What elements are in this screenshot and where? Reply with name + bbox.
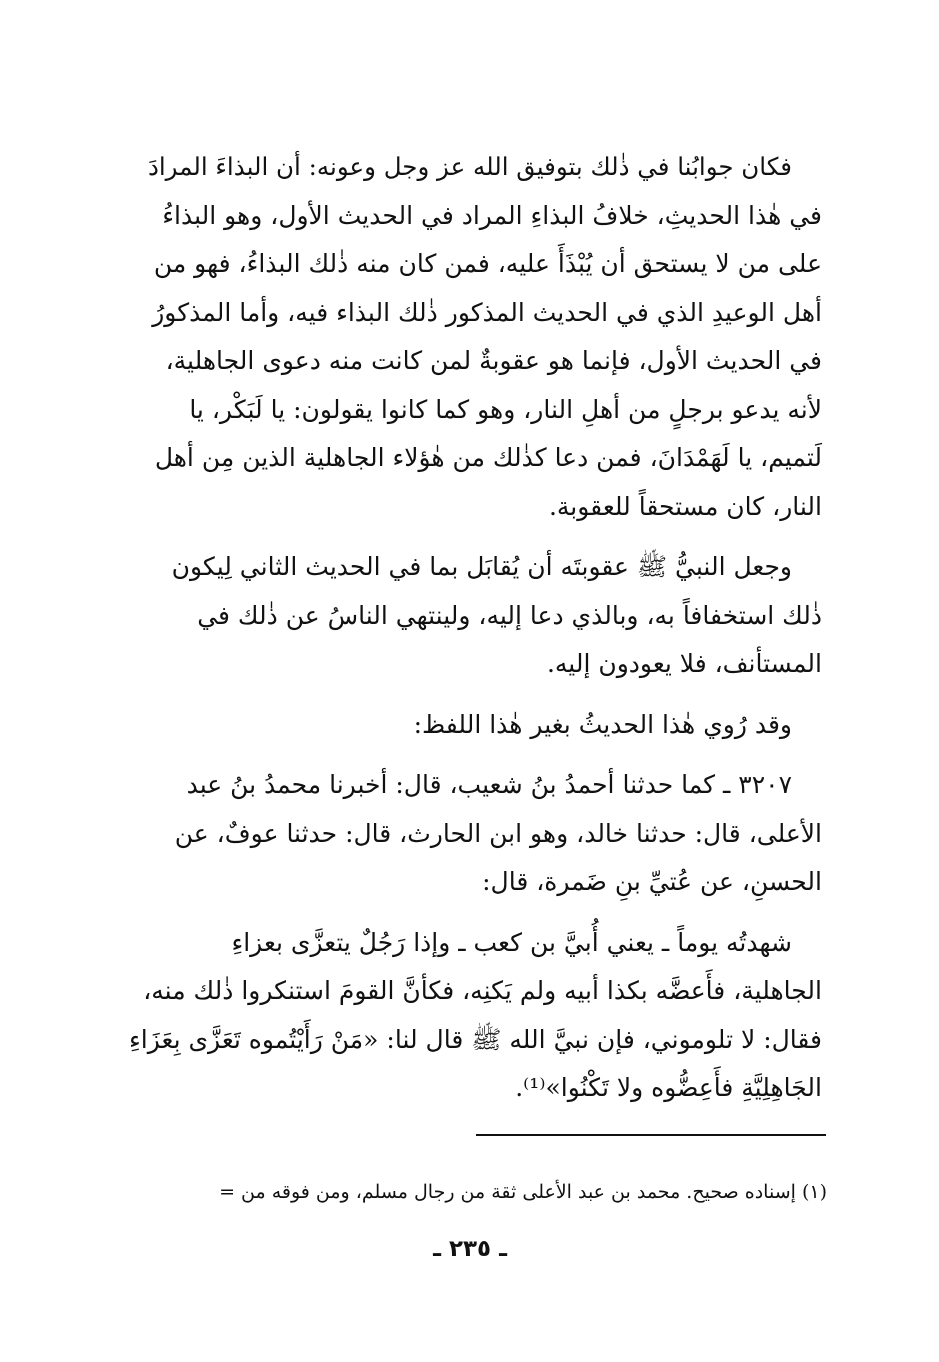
page-body [117,143,822,1125]
text-line: الجاهلية، فأَعضَّه بكذا أبيه ولم يَكنِه، فكأنَّ القومَ استنكروا ذٰلك منه، [143,976,822,1005]
footnote-separator [476,1134,826,1136]
hadith-matn-paragraph [117,919,822,1113]
text-line: على من لا يستحق أن يُبْذَأَ عليه، فمن كان منه ذٰلك البذاءُ، فهو من [153,249,822,278]
footnote: (١) إسناده صحيح. محمد بن عبد الأعلى ثقة من رجال مسلم، ومن فوقه من = [219,1181,827,1203]
paragraph-2 [117,543,822,689]
text-line: لأنه يدعو برجلٍ من أهلِ النار، وهو كما كانوا يقولون: يا لَبَكْر، يا [189,394,822,424]
page-number: ـ ٢٣٥ ـ [433,1236,507,1262]
hadith-isnad-paragraph [117,761,822,907]
text-line: في الحديث الأول، فإنما هو عقوبةٌ لمن كانت منه دعوى الجاهلية، [165,346,822,375]
paragraph-3 [117,701,822,750]
text-line: الجَاهِلِيَّةِ فأَعِضُّوه ولا تَكْنُوا»⁽¹⁾. [515,1073,822,1102]
text-line: المستأنف، فلا يعودون إليه. [546,649,822,678]
text-line: الأعلى، قال: حدثنا خالد، وهو ابن الحارث، قال: حدثنا عوفٌ، عن [174,818,822,848]
text-line: في هٰذا الحديثِ، خلافُ البذاءِ المراد في الحديث الأول، وهو البذاءُ [162,200,822,230]
text-line: فقال: لا تلوموني، فإن نبيَّ الله ﷺ قال لنا: «مَنْ رَأَيْتُموه تَعَزَّى بِعَزَاءِ [129,1024,822,1054]
text-line: أهل الوعيدِ الذي في الحديث المذكور ذٰلك البذاء فيه، وأما المذكورُ [152,297,822,327]
text-line: وقد رُوي هٰذا الحديثُ بغير هٰذا اللفظ: [413,709,792,739]
text-line: ذٰلك استخفافاً به، وبالذي دعا إليه، ولينتهي الناسُ عن ذٰلك في [197,600,822,630]
text-line: شهدتُه يوماً ـ يعني أُبيَّ بن كعب ـ وإذا رَجُلٌ يتعزَّى بعزاءِ [231,927,792,957]
text-line: ٣٢٠٧ ـ كما حدثنا أحمدُ بنُ شعيب، قال: أخبرنا محمدُ بنُ عبد [186,770,792,799]
text-line: فكان جوابُنا في ذٰلك بتوفيق الله عز وجل وعونه: أن البذاءَ المرادَ [147,152,792,181]
paragraph-1 [117,143,822,531]
text-line: النار، كان مستحقاً للعقوبة. [548,491,822,521]
text-line: وجعل النبيُّ ﷺ عقوبتَه أن يُقابَل بما في الحديث الثاني لِيكون [171,552,792,581]
text-line: لَتميم، يا لَهَمْدَانَ، فمن دعا كذٰلك من هٰؤلاء الجاهلية الذين مِن أهل [154,443,822,472]
text-line: الحسنِ، عن عُتيِّ بنِ ضَمرة، قال: [482,867,822,896]
